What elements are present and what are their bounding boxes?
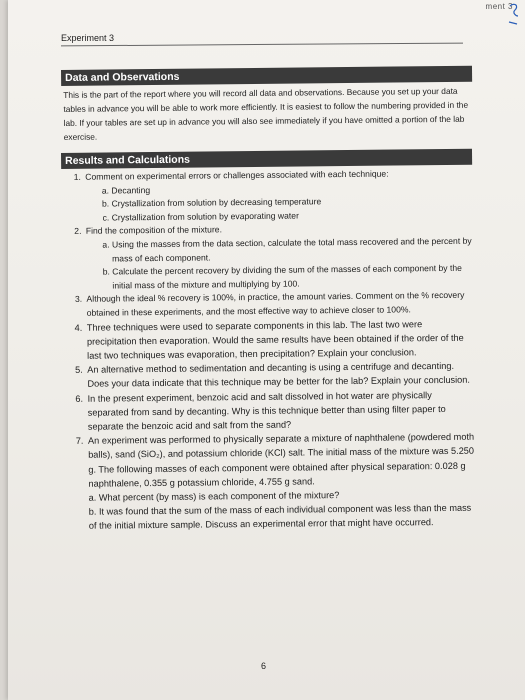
question-1-text: Comment on experimental errors or challenges associated with each technique: bbox=[85, 168, 389, 182]
question-5: 5. An alternative method to sedimentation and decanting is using a centrifuge and decanting. Does your data indicate that this technique may be better for the lab? Explain your conclusion. bbox=[85, 359, 474, 391]
question-6: 6. In the present experiment, benzoic acid and salt dissolved in hot water are physically separated from sand by decanting. Why is this technique better than using filter paper to separate the benzoic acid and salt from the sand? bbox=[85, 387, 474, 434]
question-3: 3. Although the ideal % recovery is 100%, in practice, the amount varies. Comment on the % recovery obtained in these experiments, and the most effective way to achieve closer to 100%. bbox=[84, 289, 473, 320]
question-4: 4. Three techniques were used to separate components in this lab. The last two were precipitation then evaporation. Would the same results have been obtained if the order of the last two techniques was evaporation, then precipitation? Explain your conclusion. bbox=[85, 316, 474, 363]
experiment-title: Experiment 3 bbox=[61, 33, 115, 43]
pen-mark-icon bbox=[507, 2, 521, 28]
question-7-text: An experiment was performed to physically separate a mixture of naphthalene (powdered moth balls), sand (SiO₂), and potassium chloride (KCl) salt. The initial mass of the mixture was 5.250 g. The following masses of each component were obtained after physical separation: 0.028 g naphthalene, 0.355 g potassium chloride, 4.755 g sand. bbox=[87, 431, 475, 489]
question-7a: a. What percent (by mass) is each component of the mixture? bbox=[88, 490, 340, 503]
question-1b: b. Crystallization from solution by decreasing temperature bbox=[111, 194, 472, 211]
question-2a: a. Using the masses from the data section, calculate the total mass recovered and the percent by mass of each component. bbox=[112, 235, 473, 266]
header-divider bbox=[61, 43, 463, 47]
question-1 bbox=[83, 167, 473, 225]
question-1a: a. Decanting bbox=[111, 180, 472, 197]
question-2b: b. Calculate the percent recovery by dividing the sum of the masses of each component by the initial mass of the mixture and multiplying by 100. bbox=[112, 262, 473, 293]
results-calculations-heading: Results and Calculations bbox=[61, 149, 472, 169]
question-2-subitems bbox=[86, 235, 474, 293]
results-calculations-section bbox=[61, 149, 476, 534]
question-1-subitems bbox=[85, 180, 472, 225]
question-list bbox=[61, 167, 476, 534]
data-observations-paragraph: This is the part of the report where you will record all data and observations. Because you set up your data tables in advance you will be able to work more efficiently. It is easiest to follow the numbering provided in the lab. If your tables are set up in advance you will also see immediately if you have omitted a portion of the lab exercise. bbox=[63, 85, 469, 142]
page-number: 6 bbox=[261, 661, 267, 671]
data-observations-section bbox=[61, 66, 473, 146]
question-1c: c. Crystallization from solution by evaporating water bbox=[112, 207, 473, 224]
data-observations-heading: Data and Observations bbox=[61, 66, 472, 86]
question-7 bbox=[86, 430, 476, 533]
question-2-text: Find the composition of the mixture. bbox=[85, 224, 223, 237]
question-7b: b. It was found that the sum of the mass of each individual component was less than the mass of the initial mixture sample. Discuss an experimental error that might have occurred. bbox=[88, 502, 472, 532]
document-page bbox=[8, 0, 525, 700]
corner-note: ment 3 bbox=[485, 2, 513, 11]
question-2 bbox=[84, 221, 474, 293]
